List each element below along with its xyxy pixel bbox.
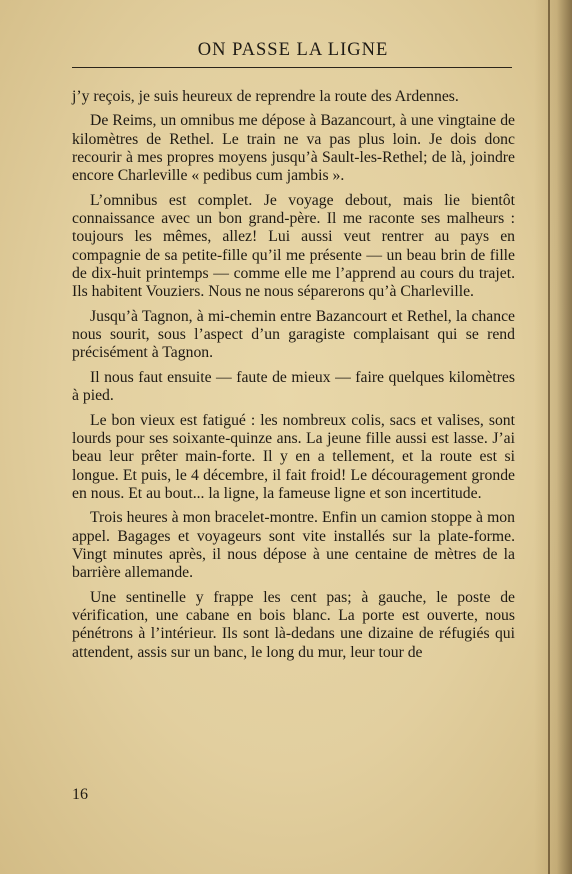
paragraph: L’omnibus est complet. Je voyage debout, mais lie bientôt connaissance avec un bon grand-père. Il me raconte ses malheurs : toujours les mêmes, allez! Lui aussi veut rentrer au pays en compagnie de sa petite-fille qu’il me présente — un beau brin de fille de dix-huit printemps — comme elle me l’apprend au cours du trajet. Ils habitent Vouziers. Nous ne nous séparerons qu’à Charleville. — [72, 191, 515, 301]
paragraph: Jusqu’à Tagnon, à mi-chemin entre Bazancourt et Rethel, la chance nous sourit, sous l’aspect d’un garagiste complaisant qui se rend précisément à Tagnon. — [72, 307, 515, 362]
header-rule — [72, 67, 512, 68]
paragraph: De Reims, un omnibus me dépose à Bazancourt, à une vingtaine de kilomètres de Rethel. Le train ne va pas plus loin. Je dois donc recourir à mes propres moyens jusqu’à Sault-les-Rethel; de là, joindre encore Charleville « pedibus cum jambis ». — [72, 112, 515, 185]
gutter-shadow — [534, 0, 572, 874]
page-number: 16 — [72, 786, 88, 803]
paragraph: Une sentinelle y frappe les cent pas; à gauche, le poste de vérification, une cabane en bois blanc. La porte est ouverte, nous pénétrons à l’intérieur. Ils sont là-dedans une dizaine de réfugiés qui attendent, assis sur un banc, le long du mur, leur tour de — [72, 588, 515, 661]
paragraph: Le bon vieux est fatigué : les nombreux colis, sacs et valises, sont lourds pour ses soixante-quinze ans. La jeune fille aussi est lasse. J’ai beau leur prêter main-forte. Il y en a tellement, et la route est si longue. Et puis, le 4 décembre, il fait froid! Le découragement gronde en nous. Et au bout... la ligne, la fameuse ligne et son incertitude. — [72, 411, 515, 502]
body-text — [72, 88, 515, 668]
paragraph: Il nous faut ensuite — faute de mieux — faire quelques kilomètres à pied. — [72, 368, 515, 405]
paragraph: Trois heures à mon bracelet-montre. Enfin un camion stoppe à mon appel. Bagages et voyageurs sont vite installés sur la plate-forme. Vingt minutes après, il nous dépose à une centaine de mètres de la barrière allemande. — [72, 509, 515, 582]
page-edge — [548, 0, 550, 874]
paragraph: j’y reçois, je suis heureux de reprendre la route des Ardennes. — [72, 88, 459, 105]
running-head: ON PASSE LA LIGNE — [197, 40, 389, 60]
